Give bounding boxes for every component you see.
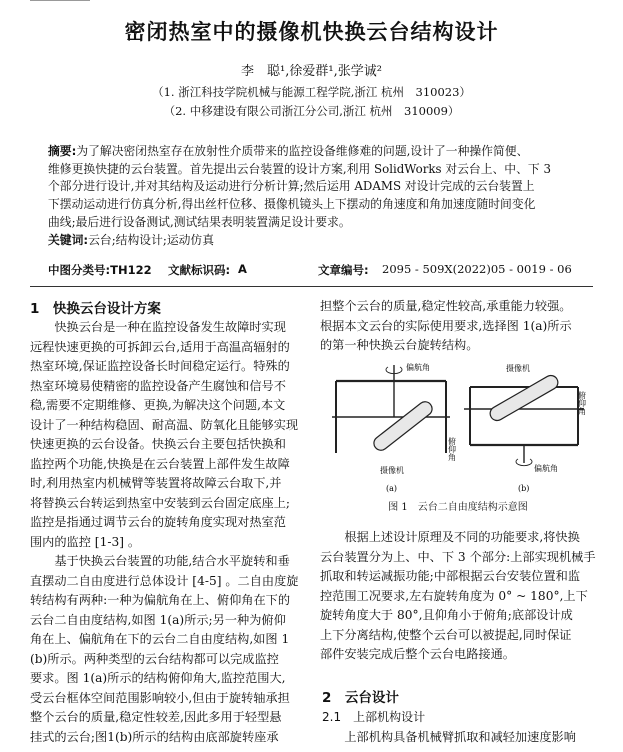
text-line: 快换云台是一种在监控设备发生故障时实现 [30,320,286,334]
clc-label: 中图分类号: [48,263,111,277]
text-line: 直摆动二自由度进行总体设计 [4-5] 。二自由度旋 [30,573,299,588]
text-line: 抓取和转运减振功能;中部根据云台安装位置和监 [320,569,581,583]
label-yaw-b: 偏航角 [534,464,558,473]
text-line: 热室环境,保证监控设备长时间稳定运行。特殊的 [30,359,290,373]
paper-title: 密闭热室中的摄像机快换云台结构设计 [124,20,499,44]
label-pitch-a: 俯仰角 [447,437,457,461]
authors: 李 聪¹,徐爱群¹,张学诚² [241,64,382,79]
text-line: 监控两个功能,快换是在云台装置上部件发生故障 [30,456,290,471]
article-no-label: 文章编号: [318,263,369,277]
text-line: 转结构有两种:一种为偏航角在上、俯仰角在下的 [30,593,291,607]
text-line: 时,利用热室内机械臂等装置将故障云台取下,并 [30,476,282,490]
text-line: 热室环境易使精密的监控设备产生腐蚀和信号不 [30,378,286,393]
abstract-line: 维修更换快捷的云台装置。首先提出云台装置的设计方案,利用 SolidWorks 对云台上、中、下 3 [48,161,551,176]
text-line: 基于快换云台装置的功能,结合水平旋转和垂 [30,554,290,568]
text-line: (b)所示。两种类型的云台结构都可以完成监控 [30,651,279,666]
abstract-line: 曲线;最后进行设备测试,测试结果表明装置满足设计要求。 [48,214,351,229]
text-line: 控范围工况要求,左右旋转角度为 0° ~ 180°,上下 [320,588,588,603]
text-line: 角在上、偏航角在下的云台二自由度结构,如图 1 [30,632,290,646]
label-yaw-a: 偏航角 [406,363,430,372]
clc: TH122 [110,263,152,277]
label-camera-b: 摄像机 [506,364,530,373]
affiliation-1: （1. 浙江科技学院机械与能源工程学院,浙江 杭州 310023） [152,85,471,99]
camera-b [488,373,561,423]
text-line: 上下分离结构,使整个云台可以被提起,同时保证 [320,627,572,642]
text-line: 云台二自由度结构,如图 1(a)所示;另一种为俯仰 [30,612,286,627]
keywords: 云台;结构设计;运动仿真 [88,232,215,247]
text-line: 的第一种快换云台旋转结构。 [320,338,479,352]
abstract-label: 摘要: [48,144,77,158]
text-line: 旋转角度大于 80°,且仰角小于俯角;底部设计成 [320,608,573,622]
article-no: 2095 - 509X(2022)05 - 0019 - 06 [382,262,572,276]
text-line: 受云台框体空间范围影响较小,但由于旋转轴承担 [30,690,290,705]
label-sub-b: (b) [518,484,530,493]
abstract-line: 下摆动运动进行仿真分析,得出丝杆位移、摄像机镜头上下摆动的角速度和角加速度随时间变化 [48,197,536,212]
doc-code: A [238,262,247,276]
camera-a [371,399,435,453]
label-sub-a: (a) [386,484,398,493]
left-column-body [30,318,310,747]
text-line: 要求。图 1(a)所示的结构俯仰角大,监控范围大, [30,671,286,685]
text-line: 将替换云台转运到热室中安装到云台固定底座上; [30,495,291,510]
text-line: 整个云台的质量,稳定性较差,因此多用于轻型悬 [30,710,282,724]
affiliation-2: （2. 中移建设有限公司浙江分公司,浙江 杭州 310009） [163,104,460,118]
section-2-heading: 2 云台设计 [322,690,399,706]
top-rule [30,0,90,1]
section-1-heading: 1 快换云台设计方案 [30,301,161,317]
classification-line [48,262,588,278]
keywords-label: 关键词: [48,232,89,247]
divider [30,286,593,287]
text-line: 部件安装完成后整个云台电路接通。 [320,647,515,661]
label-camera-a: 摄像机 [380,466,404,475]
text-line: 设计了一种结构稳固、耐高温、防氧化且能够实现 [30,417,299,432]
text-line: 上部机构具备机械臂抓取和减轻加速度影响 [320,730,576,744]
figure-1-caption: 图 1 云台二自由度结构示意图 [388,502,528,513]
right-column-mid [320,528,600,665]
right-column-top [320,297,600,356]
figure-1b [464,363,587,493]
text-line: 根据上述设计原理及不同的功能要求,将快换 [320,530,580,544]
section-2-1-heading: 2.1 上部机构设计 [322,710,426,724]
text-line: 围内的监控 [1-3] 。 [30,534,141,549]
text-line: 远程快速更换的可拆卸云台,适用于高温高辐射的 [30,339,290,354]
figure-1a [332,362,457,493]
abstract-line: 为了解决密闭热室存在放射性介质带来的监控设备维修难的问题,设计了一种操作简便、 [76,144,529,158]
doc-code-label: 文献标识码: [168,263,231,277]
text-line: 稳,需要不定期维修、更换,为解决这个问题,本文 [30,398,286,412]
abstract [48,143,588,249]
label-pitch-b: 俯仰角 [577,391,587,415]
text-line: 快速更换的云台设备。快换云台主要包括快换和 [30,437,286,451]
figure-1-diagram [328,357,588,497]
abstract-line: 个部分进行设计,并对其结构及运动进行分析计算;然后运用 ADAMS 对设计完成的云台装置上 [48,179,535,194]
text-line: 担整个云台的质量,稳定性较高,承重能力较强。 [320,299,572,313]
text-line: 云台装置分为上、中、下 3 个部分:上部实现机械手 [320,549,596,564]
text-line: 监控是指通过调节云台的旋转角度实现对热室范 [30,515,286,529]
text-line: 挂式的云台;图1(b)所示的结构由底部旋转座承 [30,729,279,744]
text-line: 根据本文云台的实际使用要求,选择图 1(a)所示 [320,318,572,333]
